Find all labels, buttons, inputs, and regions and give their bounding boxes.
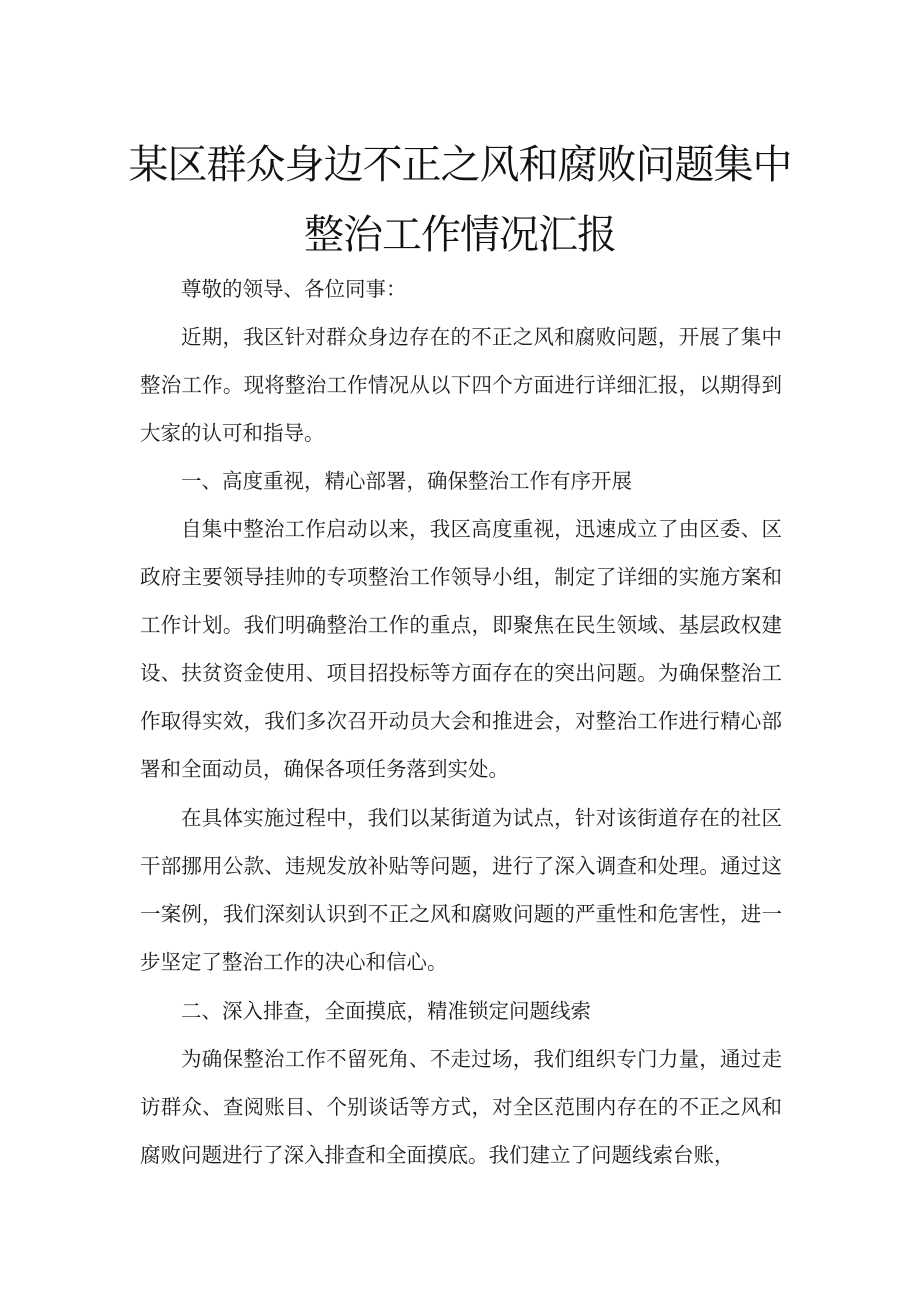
body-paragraph: 为确保整治工作不留死角、不走过场，我们组织专门力量，通过走访群众、查阅账目、个别谈话等方式，对全区范围内存在的不正之风和腐败问题进行了深入排查和全面摸底。我们建立了问题线索台账， <box>140 1047 782 1167</box>
section-heading-1: 一、高度重视，精心部署，确保整治工作有序开展 <box>181 469 632 493</box>
body-paragraph: 在具体实施过程中，我们以某街道为试点，针对该街道存在的社区干部挪用公款、违规发放补贴等问题，进行了深入调查和处理。通过这一案例，我们深刻认识到不正之风和腐败问题的严重性和危害性，进一步坚定了整治工作的决心和信心。 <box>140 806 782 974</box>
intro-paragraph: 近期，我区针对群众身边存在的不正之风和腐败问题，开展了集中整治工作。现将整治工作情况从以下四个方面进行详细汇报，以期得到大家的认可和指导。 <box>140 325 782 445</box>
section-heading-2: 二、深入排查，全面摸底，精准锁定问题线索 <box>181 999 591 1023</box>
body-paragraph: 自集中整治工作启动以来，我区高度重视，迅速成立了由区委、区政府主要领导挂帅的专项整治工作领导小组，制定了详细的实施方案和工作计划。我们明确整治工作的重点，即聚焦在民生领域、基层政权建设、扶贫资金使用、项目招投标等方面存在的突出问题。为确保整治工作取得实效，我们多次召开动员大会和推进会，对整治工作进行精心部署和全面动员，确保各项任务落到实处。 <box>140 517 782 781</box>
document-title-line-1: 某区群众身边不正之风和腐败问题集中 <box>128 142 792 188</box>
document-title-line-2: 整治工作情况汇报 <box>304 212 616 258</box>
salutation: 尊敬的领导、各位同事： <box>181 277 407 301</box>
